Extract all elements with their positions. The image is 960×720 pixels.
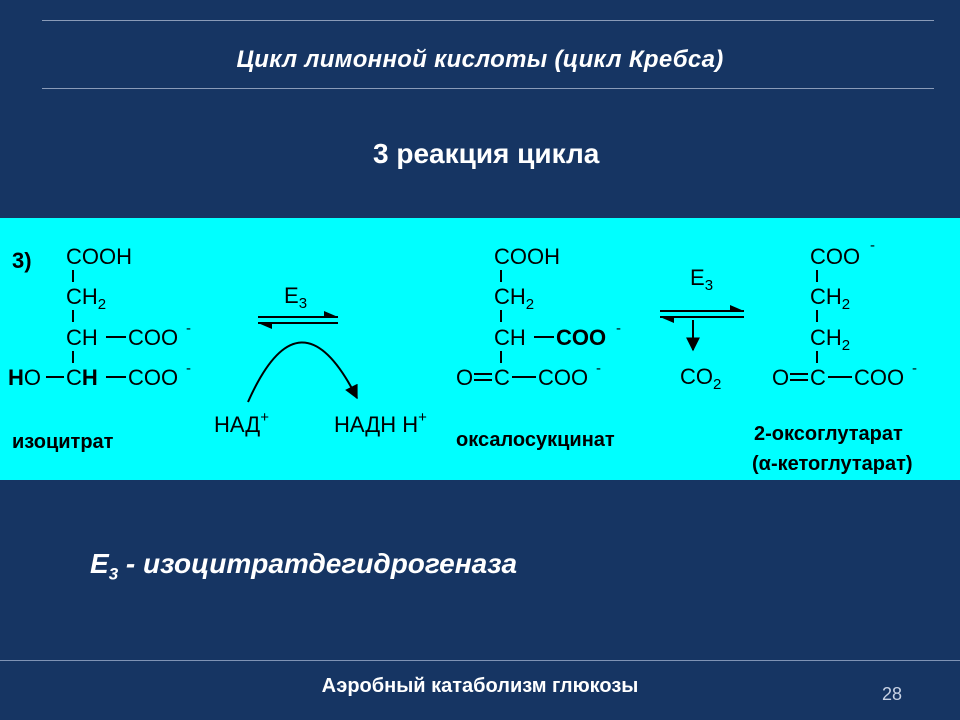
oxoglutarate-minus-top: - (870, 237, 875, 254)
title-underline (42, 88, 934, 89)
oxalosuccinate-name: оксалосукцинат (456, 429, 615, 451)
oxoglutarate-c: C (810, 365, 826, 390)
oxalosuccinate-minus-2: - (596, 360, 601, 377)
cofactor-curve-arrow (248, 342, 357, 402)
enzyme-subscript: 3 (108, 564, 119, 584)
oxoglutarate-structure (752, 237, 917, 475)
isocitrate-minus-1: - (186, 320, 191, 337)
oxoglutarate-ch2-1: $CH_2$ (810, 284, 851, 313)
oxalosuccinate-minus-1: - (616, 320, 621, 337)
footer-divider (0, 660, 960, 661)
forward-arrowhead-1 (324, 311, 338, 317)
reaction-diagram (0, 218, 960, 480)
oxalosuccinate-o: O (456, 365, 474, 390)
isocitrate-name: изоцитрат (12, 431, 114, 453)
slide-title: Цикл лимонной кислоты (цикл Кребса) (236, 46, 724, 73)
enzyme-definition (90, 548, 517, 585)
oxalosuccinate-coo-2: COO (538, 365, 589, 390)
oxalosuccinate-ch: CH (494, 325, 526, 350)
isocitrate-structure (8, 244, 191, 453)
isocitrate-ch-oh: CH (66, 365, 98, 390)
oxalosuccinate-structure (456, 244, 621, 451)
top-rule (42, 20, 934, 21)
footer-title: Аэробный катаболизм глюкозы (321, 675, 639, 697)
oxoglutarate-name: 2-оксоглутарат (754, 423, 903, 445)
oxalosuccinate-c: C (494, 365, 510, 390)
isocitrate-coo-2: COO (128, 365, 179, 390)
oxoglutarate-minus-bottom: - (912, 360, 917, 377)
page-number: 28 (881, 684, 902, 704)
cofactor-in: НАД+ (214, 409, 269, 437)
enzyme-label-1: $E_3$ (284, 283, 308, 312)
oxoglutarate-coo-top: COO (810, 244, 861, 269)
reaction-subtitle: 3 реакция цикла (373, 138, 600, 169)
isocitrate-minus-2: - (186, 360, 191, 377)
co2-product: $CO_2$ (680, 364, 722, 393)
oxoglutarate-coo-bottom: COO (854, 365, 905, 390)
oxalosuccinate-cooh: COOH (494, 244, 560, 269)
isocitrate-cooh: COOH (66, 244, 132, 269)
oxalosuccinate-coo-1: COO (556, 325, 607, 350)
enzyme-symbol: Е (90, 548, 109, 579)
isocitrate-ch: CH (66, 325, 98, 350)
equilibrium-arrows-1 (214, 283, 427, 437)
oxalosuccinate-ch2: $CH_2$ (494, 284, 535, 313)
oxoglutarate-o: O (772, 365, 790, 390)
isocitrate-ho: HO (8, 365, 42, 390)
equilibrium-arrows-2 (660, 265, 744, 393)
enzyme-label-2: $E_3$ (690, 265, 714, 294)
reaction-panel (0, 218, 960, 480)
cofactor-out: НАДН Н+ (334, 409, 427, 437)
oxoglutarate-alt-name: (α-кетоглутарат) (752, 453, 913, 475)
oxoglutarate-ch2-2: $CH_2$ (810, 325, 851, 354)
isocitrate-ch2: $CH_2$ (66, 284, 107, 313)
enzyme-name: - изоцитратдегидрогеназа (118, 548, 518, 579)
reverse-arrowhead-1 (258, 323, 272, 329)
step-label: 3) (12, 248, 32, 273)
isocitrate-coo-1: COO (128, 325, 179, 350)
